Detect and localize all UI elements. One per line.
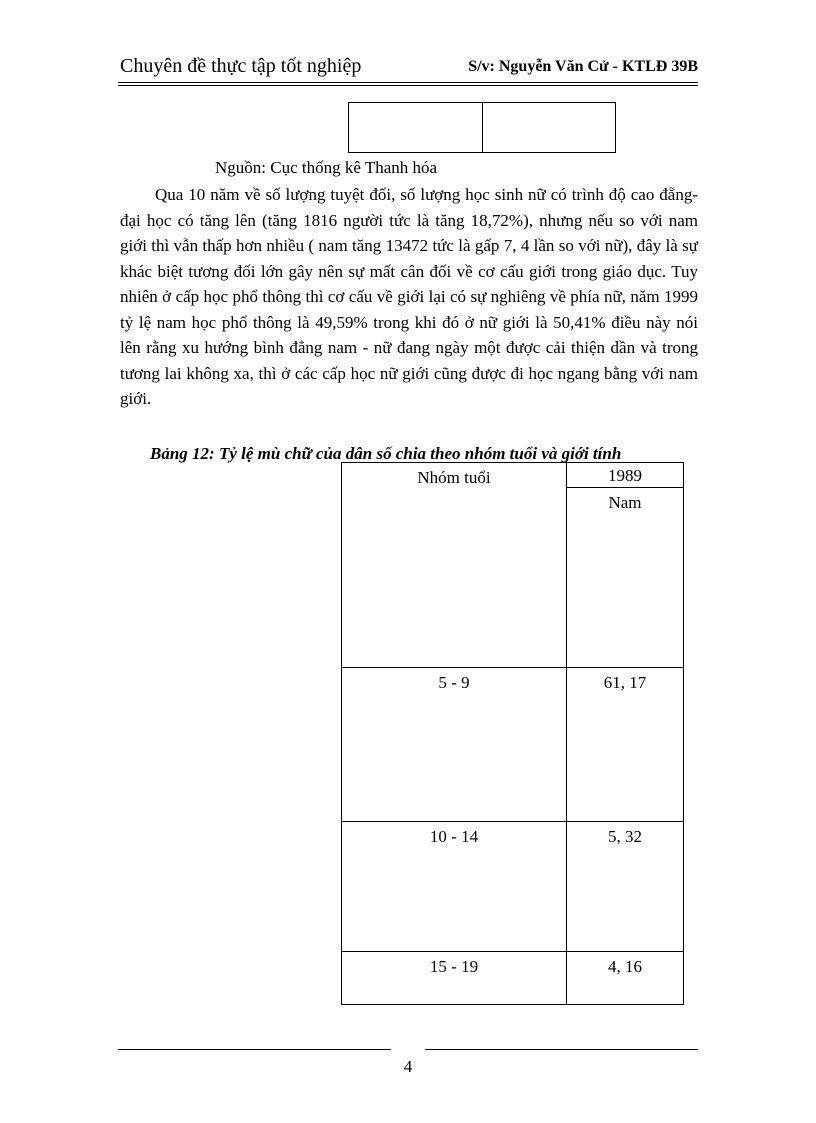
age-cell xyxy=(342,952,567,1005)
header-title: Chuyên đề thực tập tốt nghiệp xyxy=(120,55,362,77)
previous-table-remnant xyxy=(348,102,616,153)
body-paragraph xyxy=(120,182,698,412)
column-header: 1989 xyxy=(608,466,642,485)
table-row xyxy=(342,822,684,952)
age-cell xyxy=(342,822,567,952)
age-value: 10 - 14 xyxy=(429,827,479,846)
paragraph-line: cao đẵng- đại học có tăng lên (tăng 1816 người tức là tăng 18,72%), nhưng xyxy=(120,185,698,230)
paragraph-line: Qua 10 năm về số lượng tuyệt đối, số lượng học sinh nữ có trình độ xyxy=(155,185,631,204)
header-age-cell xyxy=(342,463,567,668)
male-value: 4, 16 xyxy=(608,957,642,976)
table-row xyxy=(342,952,684,1005)
male-value: 61, 17 xyxy=(603,673,647,692)
source-note: Nguồn: Cục thống kê Thanh hóa xyxy=(215,158,438,177)
paragraph-line: lại có sự nghiêng về phía nữ, năm 1999 tỷ lệ nam học phổ thông là 49,59% xyxy=(120,287,699,332)
male-value: 5, 32 xyxy=(608,827,642,846)
male-cell xyxy=(567,822,684,952)
table-row xyxy=(342,668,684,822)
illiteracy-table xyxy=(341,462,684,1005)
header-year-cell xyxy=(567,463,684,488)
empty-cell xyxy=(349,103,483,153)
header-divider xyxy=(118,82,698,86)
footer-divider-right xyxy=(425,1049,698,1050)
age-value: 15 - 19 xyxy=(429,957,479,976)
age-value: 5 - 9 xyxy=(438,673,470,692)
paragraph-line: ở các cấp học nữ giới cũng được đi học ngang bằng với nam giới. xyxy=(120,363,698,408)
paragraph-line: nếu so với nam giới thì vẫn thấp hơn nhiều ( nam tăng 13472 tức là gấp 7, 4 xyxy=(120,210,698,255)
paragraph-line: cơ cấu giới trong giáo dục. Tuy nhiên ở cấp học phổ thông thì cơ cấu về giới xyxy=(120,261,698,306)
paragraph-line: nam - nữ đang ngày một được cải thiện dần và trong tương lai không xa, thì xyxy=(120,338,698,383)
page-number: 4 xyxy=(403,1057,413,1076)
table-title: Bảng 12: Tỷ lệ mù chữ của dân số chia theo nhóm tuổi và giới tính xyxy=(150,444,622,463)
age-cell xyxy=(342,668,567,822)
male-cell xyxy=(567,668,684,822)
header-author: S/v: Nguyễn Văn Cử - KTLĐ 39B xyxy=(468,58,698,75)
paragraph-line: lần so với nữ), đây là sự khác biệt tương đối lớn gây nên sự mất cân đối về xyxy=(120,236,698,281)
column-header: Nam xyxy=(608,493,642,512)
column-header: Nhóm tuổi xyxy=(417,468,491,487)
paragraph-line: trong khi đó ở nữ giới là 50,41% điều này nói lên rằng xu hướng bình đẳng xyxy=(120,312,698,357)
footer-divider-left xyxy=(118,1049,391,1050)
male-cell xyxy=(567,952,684,1005)
header-sex-cell xyxy=(567,488,684,668)
empty-cell xyxy=(483,103,616,153)
